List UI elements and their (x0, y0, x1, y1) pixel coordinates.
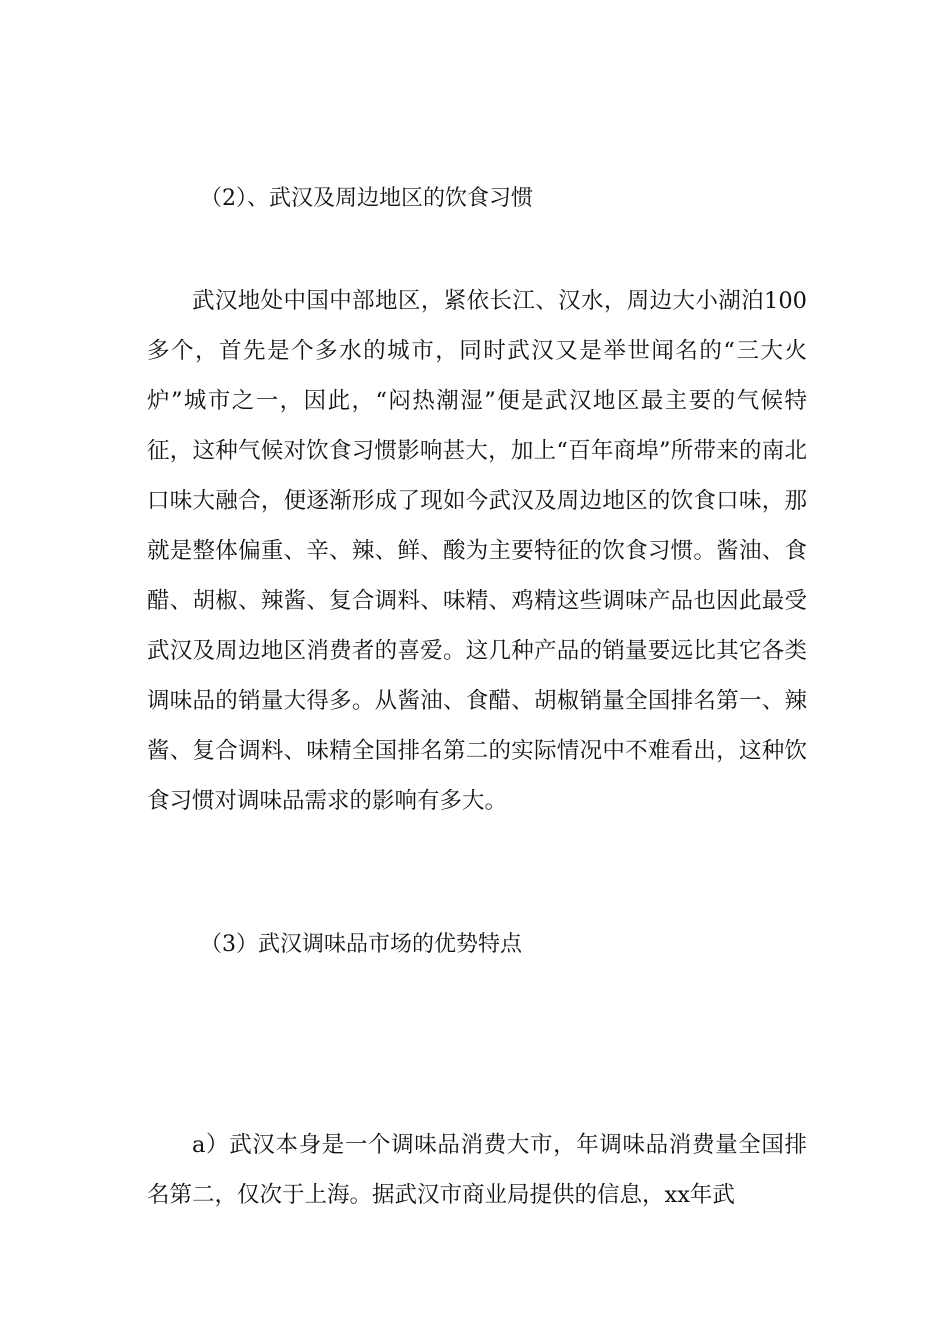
section-heading: （3）武汉调味品市场的优势特点 (200, 932, 522, 957)
body-paragraph: a）武汉本身是一个调味品消费大市，年调味品消费量全国排名第二，仅次于上海。据武汉市商业局提供的信息，xx年武 (147, 1132, 807, 1208)
section-heading: （2）、武汉及周边地区的饮食习惯 (200, 186, 533, 211)
body-paragraph: 武汉地处中国中部地区，紧依长江、汉水，周边大小湖泊100多个，首先是个多水的城市，同时武汉又是举世闻名的“三大火炉”城市之一，因此，“闷热潮湿”便是武汉地区最主要的气候特征，这种气候对饮食习惯影响甚大，加上“百年商埠”所带来的南北口味大融合，便逐渐形成了现如今武汉及周边地区的饮食口味，那就是整体偏重、辛、辣、鲜、酸为主要特征的饮食习惯。酱油、食醋、胡椒、辣酱、复合调料、味精、鸡精这些调味产品也因此最受武汉及周边地区消费者的喜爱。这几种产品的销量要远比其它各类调味品的销量大得多。从酱油、食醋、胡椒销量全国排名第一、辣酱、复合调料、味精全国排名第二的实际情况中不难看出，这种饮食习惯对调味品需求的影响有多大。 (147, 288, 807, 814)
